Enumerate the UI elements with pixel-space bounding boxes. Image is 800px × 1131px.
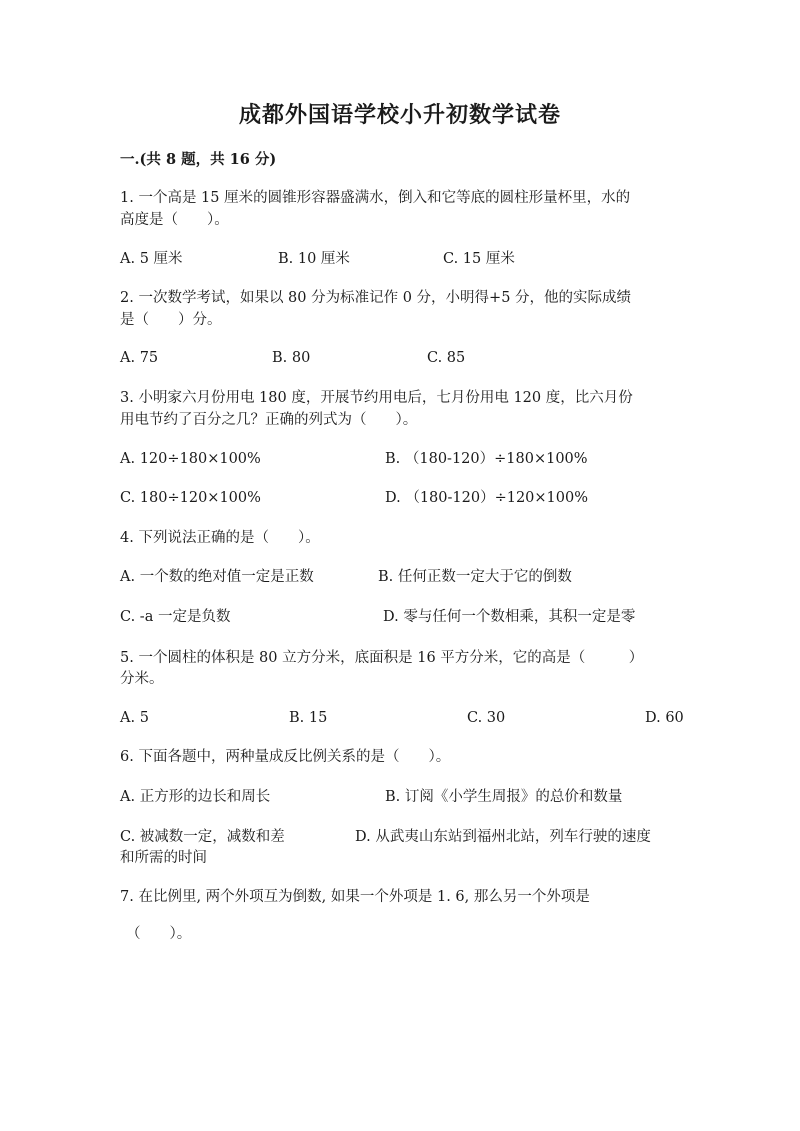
question-2-line-2: 是（ ）分。	[120, 312, 222, 328]
question-2-line-1: 2. 一次数学考试，如果以 80 分为标准记作 0 分，小明得+5 分，他的实际成绩	[120, 290, 632, 306]
question-3-option-d: D. （180-120）÷120×100%	[385, 490, 589, 506]
question-1-option-c: C. 15 厘米	[443, 251, 515, 267]
section-heading: 一.(共 8 题，共 16 分)	[120, 151, 277, 168]
question-1-option-b: B. 10 厘米	[278, 251, 350, 267]
question-5-option-d: D. 60	[645, 710, 684, 726]
question-3-line-1: 3. 小明家六月份用电 180 度，开展节约用电后，七月份用电 120 度，比六月份	[120, 390, 633, 406]
question-6-option-d: D. 从武夷山东站到福州北站，列车行驶的速度	[355, 829, 651, 845]
question-4-option-a: A. 一个数的绝对值一定是正数	[120, 569, 314, 585]
question-6-option-c: C. 被减数一定，减数和差	[120, 829, 285, 845]
question-4-option-d: D. 零与任何一个数相乘，其积一定是零	[383, 609, 636, 625]
question-3-line-2: 用电节约了百分之几？正确的列式为（ ）。	[120, 412, 418, 428]
question-5-option-b: B. 15	[289, 710, 328, 726]
question-5-option-a: A. 5	[120, 710, 149, 726]
question-4-option-b: B. 任何正数一定大于它的倒数	[378, 569, 572, 585]
question-6-option-a: A. 正方形的边长和周长	[120, 789, 271, 805]
question-3-option-a: A. 120÷180×100%	[120, 451, 261, 467]
question-4-line-1: 4. 下列说法正确的是（ ）。	[120, 530, 320, 546]
question-3-option-b: B. （180-120）÷180×100%	[385, 451, 588, 467]
question-2-option-c: C. 85	[427, 350, 466, 366]
question-2-option-b: B. 80	[272, 350, 311, 366]
question-6-option-d-continued: 和所需的时间	[120, 850, 207, 866]
question-5-option-c: C. 30	[467, 710, 506, 726]
question-4-option-c: C. -a 一定是负数	[120, 609, 231, 625]
question-5-line-2: 分米。	[120, 671, 164, 687]
question-2-option-a: A. 75	[120, 350, 159, 366]
question-3-option-c: C. 180÷120×100%	[120, 490, 261, 506]
question-1-option-a: A. 5 厘米	[120, 251, 183, 267]
question-1-line-2: 高度是（ ）。	[120, 212, 229, 228]
question-7-line-1: 7. 在比例里, 两个外项互为倒数, 如果一个外项是 1. 6, 那么另一个外项是	[120, 889, 590, 905]
question-6-option-b: B. 订阅《小学生周报》的总价和数量	[385, 789, 623, 805]
question-7-line-2: （ ）。	[126, 926, 192, 942]
question-1-line-1: 1. 一个高是 15 厘米的圆锥形容器盛满水，倒入和它等底的圆柱形量杯里，水的	[120, 190, 631, 206]
question-5-line-1: 5. 一个圆柱的体积是 80 立方分米，底面积是 16 平方分米，它的高是（ ）	[120, 650, 644, 666]
question-6-line-1: 6. 下面各题中，两种量成反比例关系的是（ ）。	[120, 749, 451, 765]
page-title: 成都外国语学校小升初数学试卷	[238, 102, 561, 128]
